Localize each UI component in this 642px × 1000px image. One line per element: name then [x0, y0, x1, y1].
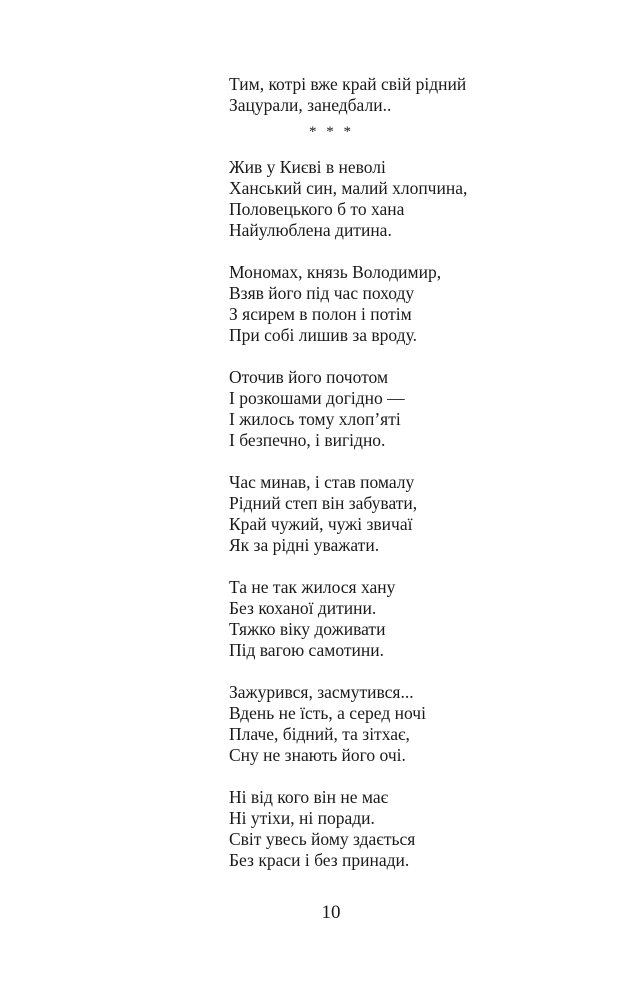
verse-line: Зацурали, занедбали.. [229, 95, 392, 115]
verse-line: Мономах, князь Володимир, [229, 262, 442, 282]
verse-line: Ні від кого він не має [229, 787, 389, 807]
verse-line: Тяжко віку доживати [229, 619, 386, 639]
verse-line: Ні утіхи, ні поради. [229, 808, 375, 828]
verse-line: Та не так жилося хану [229, 577, 396, 597]
verse-line: Оточив його почотом [229, 367, 389, 387]
verse-line: Плаче, бідний, та зітхає, [229, 724, 410, 744]
verse-line: Без краси і без принади. [229, 850, 410, 870]
stanza-5 [229, 577, 549, 661]
verse-line: Зажурився, засмутився... [229, 682, 414, 702]
verse-line: Край чужий, чужі звичаї [229, 514, 413, 534]
verse-line: Найулюблена дитина. [229, 220, 392, 240]
verse-line: Взяв його під час походу [229, 283, 415, 303]
verse-line: Сну не знають його очі. [229, 745, 406, 765]
verse-line: Половецького б то хана [229, 199, 405, 219]
stanza-6 [229, 682, 549, 766]
verse-line: Вдень не їсть, а серед ночі [229, 703, 426, 723]
verse-line: Жив у Києві в неволі [229, 157, 386, 177]
verse-line: І жилось тому хлоп’яті [229, 409, 401, 429]
verse-line: Рідний степ він забувати, [229, 493, 418, 513]
stanza-4 [229, 472, 549, 556]
poem-text [229, 74, 549, 892]
verse-line: Світ увесь йому здається [229, 829, 416, 849]
stanza-2 [229, 262, 549, 346]
intro-stanza [229, 74, 549, 116]
verse-line: З ясирем в полон і потім [229, 304, 412, 324]
verse-line: І розкошами догідно — [229, 388, 405, 408]
verse-line: Під вагою самотини. [229, 640, 384, 660]
verse-line: І безпечно, і вигідно. [229, 430, 386, 450]
stanza-7 [229, 787, 549, 871]
verse-line: Як за рідні уважати. [229, 535, 380, 555]
verse-line: Ханський син, малий хлопчина, [229, 178, 468, 198]
page-number: 10 [321, 902, 341, 923]
stanza-1 [229, 157, 549, 241]
verse-line: Без коханої дитини. [229, 598, 377, 618]
stanza-3 [229, 367, 549, 451]
verse-line: Час минав, і став помалу [229, 472, 415, 492]
verse-line: Тим, котрі вже край свій рідний [229, 74, 467, 94]
verse-line: При собі лишив за вроду. [229, 325, 417, 345]
section-separator: * * * [309, 124, 354, 140]
